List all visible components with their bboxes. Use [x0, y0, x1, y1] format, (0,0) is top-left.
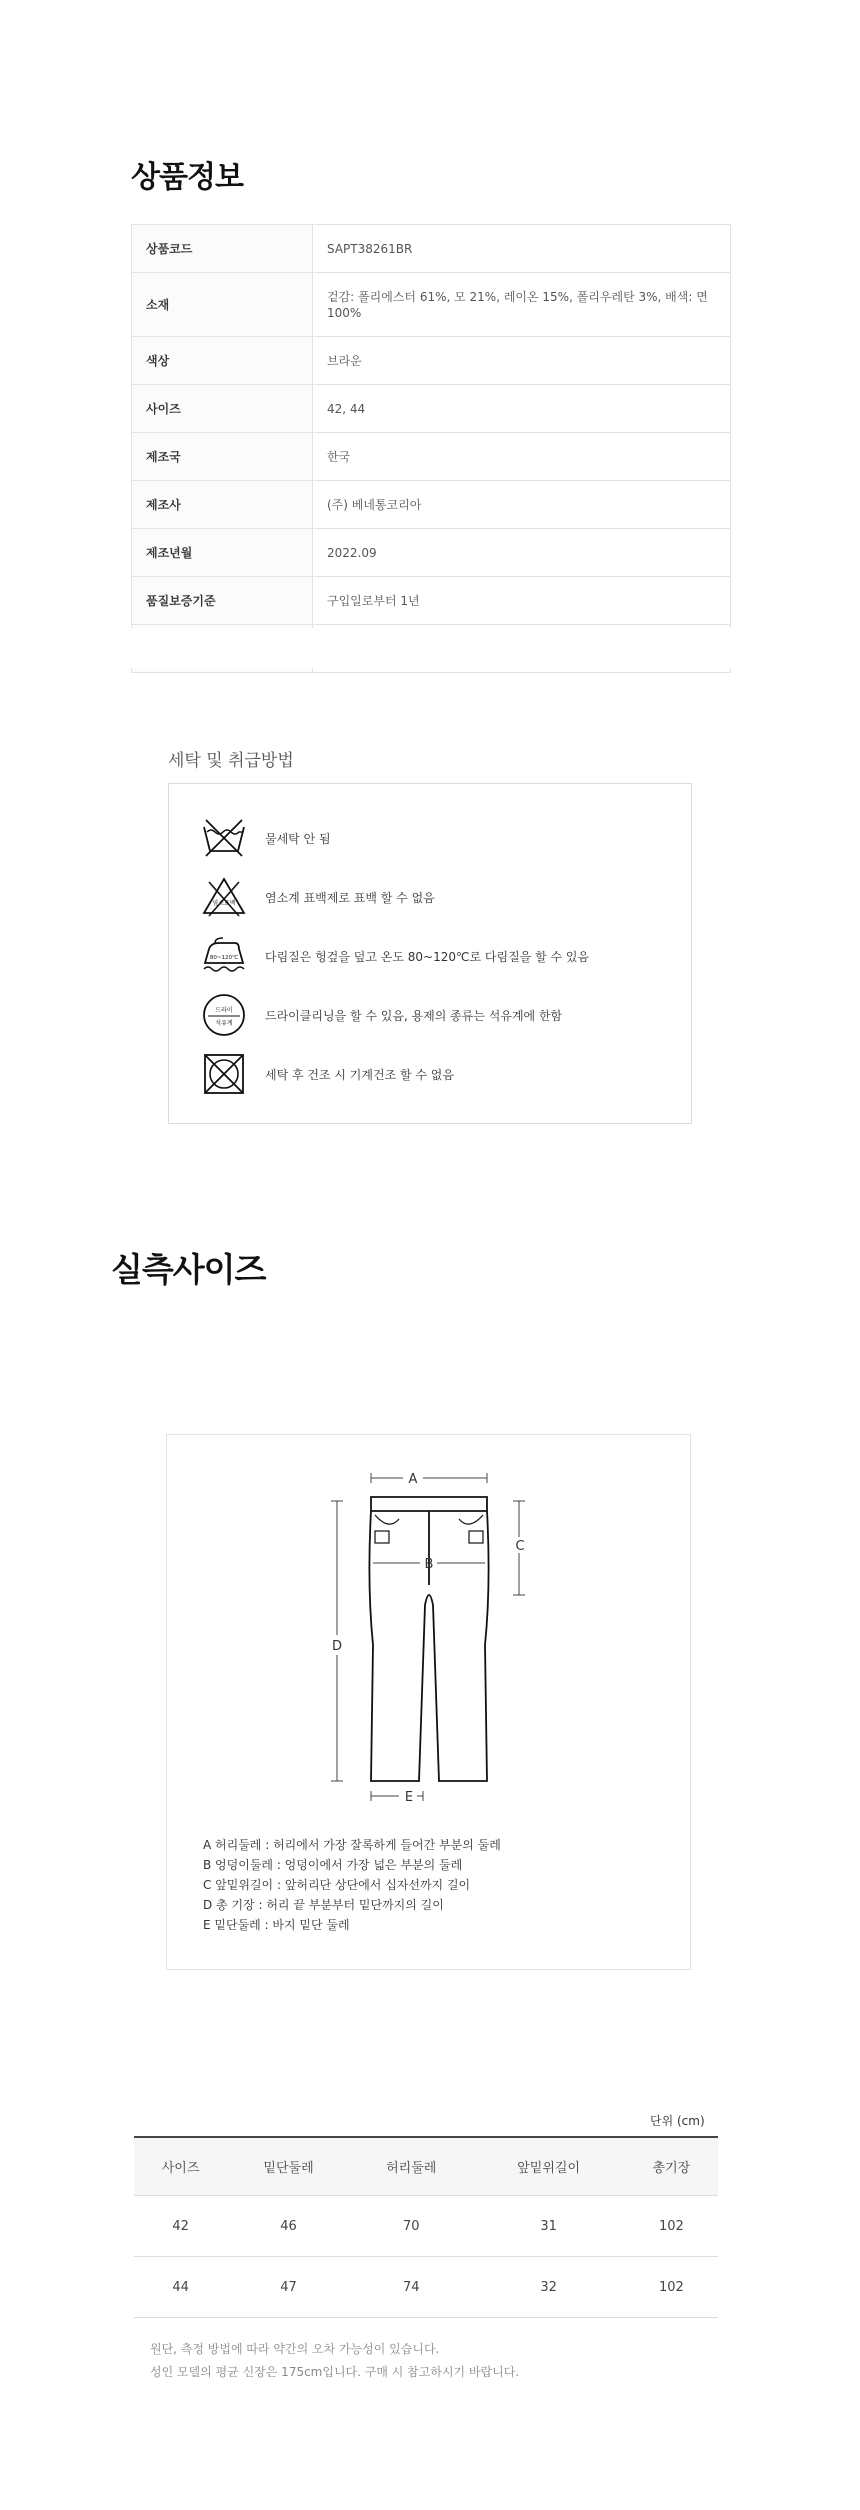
diagram-label-b: B — [424, 1557, 434, 1572]
info-label: 제조사 — [132, 481, 313, 529]
size-title: 실측사이즈 — [111, 1250, 266, 1289]
info-value: 구입일로부터 1년 — [313, 577, 731, 625]
info-row-code — [132, 225, 731, 273]
diagram-label-e: E — [404, 1790, 414, 1805]
diagram-label-d: D — [331, 1639, 343, 1654]
size-table-row — [134, 2257, 718, 2318]
size-cell: 74 — [350, 2257, 473, 2318]
size-cell: 70 — [350, 2196, 473, 2257]
info-row-size — [132, 385, 731, 433]
info-label: 색상 — [132, 337, 313, 385]
care-item — [201, 872, 435, 922]
size-table-row — [134, 2196, 718, 2257]
care-item — [201, 813, 331, 863]
size-header: 사이즈 — [134, 2137, 227, 2196]
dry-clean-label-2: 석유계 — [215, 1020, 233, 1027]
legend-item: A 허리둘레 : 허리에서 가장 잘록하게 들어간 부분의 둘레 — [203, 1838, 501, 1852]
info-row-color — [132, 337, 731, 385]
care-item — [201, 931, 589, 981]
care-text: 물세탁 안 됨 — [265, 831, 331, 846]
care-item — [201, 990, 562, 1040]
product-info-table — [131, 224, 731, 673]
size-note: 원단, 측정 방법에 따라 약간의 오차 가능성이 있습니다. — [150, 2342, 440, 2356]
info-value: (주) 베네통코리아 — [313, 481, 731, 529]
info-row-warranty — [132, 577, 731, 625]
info-label: 제조국 — [132, 433, 313, 481]
size-header: 밑단둘레 — [227, 2137, 350, 2196]
info-table-clip — [120, 628, 750, 668]
diagram-label-a: A — [408, 1472, 418, 1487]
care-text: 다림질은 헝겊을 덮고 온도 80~120℃로 다림질을 할 수 있음 — [265, 949, 590, 964]
size-header: 총기장 — [625, 2137, 718, 2196]
size-cell: 42 — [134, 2196, 227, 2257]
pants-outline — [369, 1497, 488, 1781]
care-text: 드라이클리닝을 할 수 있음, 용제의 종류는 석유계에 한함 — [265, 1008, 563, 1023]
care-title: 세탁 및 취급방법 — [168, 751, 294, 771]
size-cell: 44 — [134, 2257, 227, 2318]
size-header: 앞밑위길이 — [473, 2137, 625, 2196]
info-label: 제조년월 — [132, 529, 313, 577]
info-label: 사이즈 — [132, 385, 313, 433]
legend-item: E 밑단둘레 : 바지 밑단 둘레 — [203, 1918, 350, 1932]
info-value: 브라운 — [313, 337, 731, 385]
bleach-icon-label: 염소표백 — [212, 900, 236, 907]
size-header: 허리둘레 — [350, 2137, 473, 2196]
product-info-title: 상품정보 — [131, 160, 243, 195]
info-label: 상품코드 — [132, 225, 313, 273]
legend-item: B 엉덩이둘레 : 엉덩이에서 가장 넓은 부분의 둘레 — [203, 1858, 463, 1872]
care-text: 염소계 표백제로 표백 할 수 없음 — [265, 890, 435, 905]
info-value: 겉감: 폴리에스터 61%, 모 21%, 레이온 15%, 폴리우레탄 3%, 배색: 면 100% — [313, 273, 731, 337]
care-item — [201, 1049, 454, 1099]
size-diagram-box — [166, 1434, 691, 1970]
info-label: 품질보증기준 — [132, 577, 313, 625]
size-cell: 32 — [473, 2257, 625, 2318]
size-cell: 31 — [473, 2196, 625, 2257]
info-value: SAPT38261BR — [313, 225, 731, 273]
care-box — [168, 783, 692, 1124]
diagram-label-c: C — [515, 1539, 525, 1554]
no-wash-icon — [201, 815, 247, 861]
no-tumble-dry-icon — [201, 1051, 247, 1097]
info-row-date — [132, 529, 731, 577]
info-row-country — [132, 433, 731, 481]
dry-clean-label-1: 드라이 — [215, 1007, 233, 1014]
dry-clean-icon — [201, 992, 247, 1038]
size-unit: 단위 (cm) — [650, 2114, 705, 2128]
info-value: 2022.09 — [313, 529, 731, 577]
size-table-header — [134, 2137, 718, 2196]
size-cell: 102 — [625, 2257, 718, 2318]
info-value: 42, 44 — [313, 385, 731, 433]
size-cell: 102 — [625, 2196, 718, 2257]
info-row-material — [132, 273, 731, 337]
size-table — [134, 2136, 718, 2318]
legend-item: C 앞밑위길이 : 앞허리단 상단에서 십자선까지 길이 — [203, 1878, 471, 1892]
iron-with-cloth-icon — [201, 933, 247, 979]
size-cell: 46 — [227, 2196, 350, 2257]
info-label: 소재 — [132, 273, 313, 337]
legend-item: D 총 기장 : 허리 끝 부분부터 밑단까지의 길이 — [203, 1898, 444, 1912]
info-value: 한국 — [313, 433, 731, 481]
no-chlorine-bleach-icon — [201, 874, 247, 920]
pants-diagram — [167, 1435, 692, 1835]
info-row-manufacturer — [132, 481, 731, 529]
size-cell: 47 — [227, 2257, 350, 2318]
iron-icon-label: 80~120℃ — [209, 955, 239, 961]
care-text: 세탁 후 건조 시 기계건조 할 수 없음 — [265, 1067, 454, 1082]
size-note: 성인 모델의 평균 신장은 175cm입니다. 구매 시 참고하시기 바랍니다. — [150, 2365, 520, 2379]
